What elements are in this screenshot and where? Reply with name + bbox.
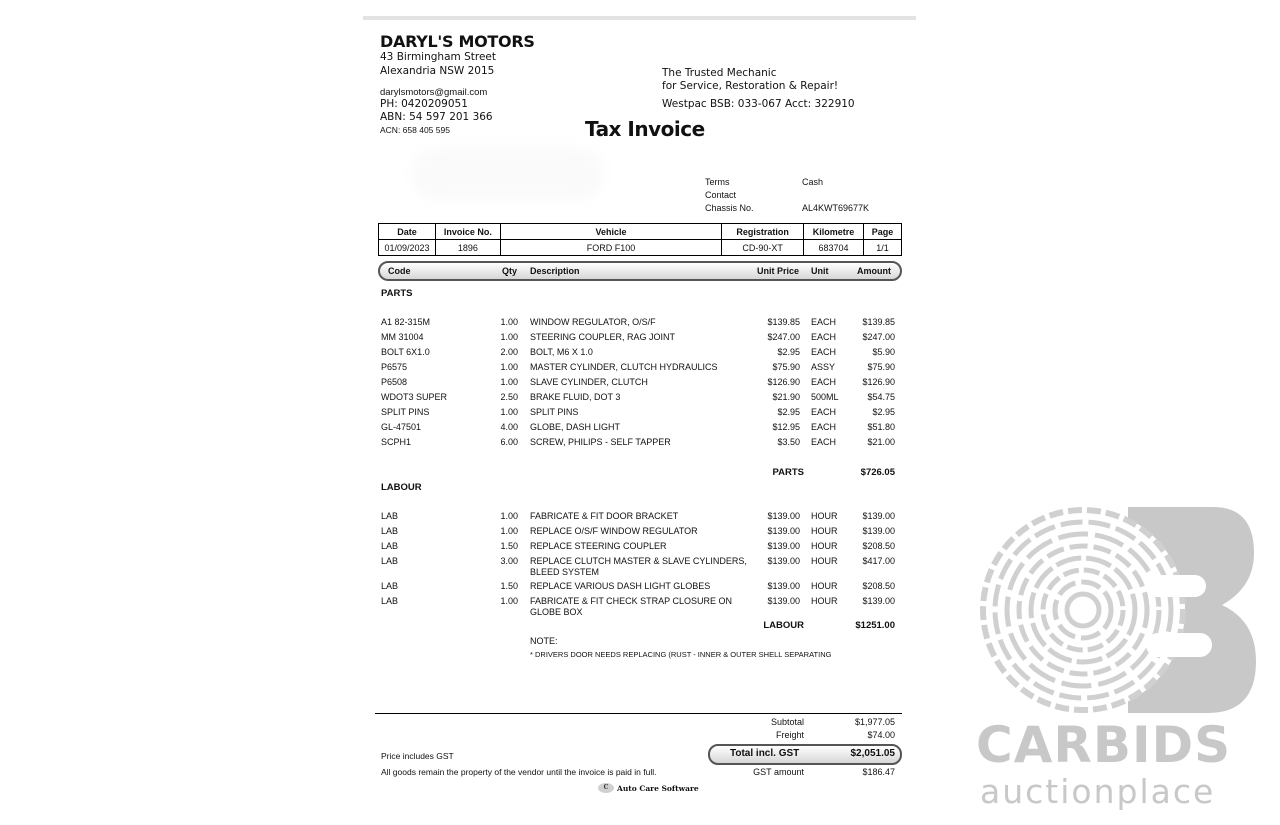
item-unit-price: $12.95 [772, 422, 800, 432]
page-title: Tax Invoice [585, 117, 705, 141]
bank-details: Westpac BSB: 033-067 Acct: 322910 [662, 98, 855, 110]
line-item [0, 377, 1280, 389]
company-address-1: 43 Birmingham Street [380, 51, 496, 63]
item-code: P6508 [381, 377, 408, 387]
col-header-amount: Amount [857, 266, 891, 276]
item-description: STEERING COUPLER, RAG JOINT [530, 332, 676, 342]
item-code: SCPH1 [381, 437, 412, 447]
gst-label: GST amount [753, 767, 804, 777]
info-header-kilometre: Kilometre [804, 224, 864, 240]
item-unit: EACH [811, 437, 837, 447]
item-code: P6575 [381, 362, 408, 372]
labour-heading: LABOUR [381, 482, 422, 493]
item-amount: $2.95 [872, 407, 895, 417]
redacted-customer-block [412, 148, 604, 200]
item-amount: $126.90 [862, 377, 895, 387]
item-qty: 6.00 [500, 437, 518, 447]
company-email: darylsmotors@gmail.com [380, 87, 488, 98]
note-text: * DRIVERS DOOR NEEDS REPLACING (RUST - INNER & OUTER SHELL SEPARATING [530, 650, 832, 659]
info-page: 1/1 [864, 240, 902, 256]
item-unit: 500ML [811, 392, 839, 402]
item-code: SPLIT PINS [381, 407, 430, 417]
item-code: LAB [381, 541, 399, 551]
item-qty: 1.00 [500, 407, 518, 417]
item-unit: EACH [811, 317, 837, 327]
total-label: Total incl. GST [730, 748, 800, 759]
item-amount: $139.00 [862, 526, 895, 536]
item-unit-price: $139.00 [767, 511, 800, 521]
item-code: LAB [381, 596, 399, 606]
item-qty: 4.00 [500, 422, 518, 432]
line-item [0, 317, 1280, 329]
line-item [0, 437, 1280, 449]
item-description: REPLACE STEERING COUPLER [530, 541, 667, 551]
item-code: LAB [381, 511, 399, 521]
freight-value: $74.00 [867, 730, 895, 740]
item-qty: 2.00 [500, 347, 518, 357]
tagline-2: for Service, Restoration & Repair! [662, 80, 839, 92]
labour-total-label: LABOUR [763, 620, 804, 631]
item-description: REPLACE CLUTCH MASTER & SLAVE CYLINDERS, BLEED SYSTEM [530, 556, 747, 577]
item-qty: 1.00 [500, 377, 518, 387]
terms-value: Cash [802, 177, 824, 187]
item-amount: $75.90 [867, 362, 895, 372]
item-qty: 1.50 [500, 541, 518, 551]
item-unit-price: $139.85 [767, 317, 800, 327]
company-phone: PH: 0420209051 [380, 98, 468, 110]
item-code: A1 82-315M [381, 317, 431, 327]
item-amount: $54.75 [867, 392, 895, 402]
software-name: Auto Care Software [617, 783, 699, 793]
info-header-date: Date [379, 224, 436, 240]
info-header-page: Page [864, 224, 902, 240]
item-code: WDOT3 SUPER [381, 392, 448, 402]
company-address-2: Alexandria NSW 2015 [380, 65, 495, 77]
item-description: REPLACE O/S/F WINDOW REGULATOR [530, 526, 698, 536]
line-item [0, 407, 1280, 419]
item-qty: 2.50 [500, 392, 518, 402]
col-header-unit: Unit [811, 266, 829, 276]
item-unit-price: $2.95 [777, 407, 800, 417]
item-code: MM 31004 [381, 332, 424, 342]
parts-total-value: $726.05 [860, 467, 895, 478]
item-qty: 1.00 [500, 596, 518, 606]
info-value-row [379, 240, 902, 256]
item-code: GL-47501 [381, 422, 422, 432]
item-unit-price: $139.00 [767, 596, 800, 606]
item-code: LAB [381, 556, 399, 566]
item-qty: 1.00 [500, 317, 518, 327]
item-unit: HOUR [811, 511, 838, 521]
line-item [0, 392, 1280, 404]
carbids-logo-icon [978, 505, 1258, 715]
item-unit-price: $139.00 [767, 581, 800, 591]
tagline-1: The Trusted Mechanic [662, 67, 777, 79]
item-description: SCREW, PHILIPS - SELF TAPPER [530, 437, 671, 447]
line-item [0, 362, 1280, 374]
item-code: BOLT 6X1.0 [381, 347, 430, 357]
item-amount: $247.00 [862, 332, 895, 342]
gst-value: $186.47 [862, 767, 895, 777]
info-registration: CD-90-XT [722, 240, 804, 256]
item-unit: EACH [811, 407, 837, 417]
software-logo-icon: C [598, 783, 614, 793]
item-unit-price: $247.00 [767, 332, 800, 342]
item-amount: $21.00 [867, 437, 895, 447]
page-top-rule [363, 16, 916, 20]
col-header-qty: Qty [502, 266, 518, 276]
item-description: BRAKE FLUID, DOT 3 [530, 392, 621, 402]
item-amount: $139.85 [862, 317, 895, 327]
software-credit [598, 783, 699, 793]
subtotal-value: $1,977.05 [854, 717, 895, 727]
item-unit: EACH [811, 332, 837, 342]
line-item [0, 332, 1280, 344]
item-amount: $139.00 [862, 596, 895, 606]
chassis-value: AL4KWT69677K [802, 203, 870, 213]
info-header-registration: Registration [722, 224, 804, 240]
info-date: 01/09/2023 [379, 240, 436, 256]
item-amount: $417.00 [862, 556, 895, 566]
item-unit: EACH [811, 377, 837, 387]
contact-label: Contact [705, 190, 737, 200]
item-description: MASTER CYLINDER, CLUTCH HYDRAULICS [530, 362, 718, 372]
item-unit-price: $3.50 [777, 437, 800, 447]
parts-heading: PARTS [381, 288, 413, 299]
info-invoice-no: 1896 [435, 240, 500, 256]
item-description: FABRICATE & FIT CHECK STRAP CLOSURE ON GLOBE BOX [530, 596, 733, 617]
company-name: DARYL'S MOTORS [380, 32, 535, 51]
item-qty: 1.00 [500, 526, 518, 536]
line-item [0, 347, 1280, 359]
company-abn: ABN: 54 597 201 366 [380, 111, 493, 123]
item-description: SLAVE CYLINDER, CLUTCH [530, 377, 648, 387]
col-header-description: Description [530, 266, 580, 276]
item-unit: HOUR [811, 596, 838, 606]
note-label: NOTE: [530, 636, 558, 646]
info-kilometre: 683704 [804, 240, 864, 256]
totals-divider [375, 713, 902, 714]
info-header-invoice: Invoice No. [435, 224, 500, 240]
item-amount: $208.50 [862, 581, 895, 591]
col-header-code: Code [388, 266, 411, 276]
item-unit-price: $2.95 [777, 347, 800, 357]
item-unit: HOUR [811, 581, 838, 591]
subtotal-label: Subtotal [770, 717, 804, 727]
chassis-label: Chassis No. [705, 203, 754, 213]
info-vehicle: FORD F100 [500, 240, 721, 256]
item-qty: 3.00 [500, 556, 518, 566]
item-qty: 1.50 [500, 581, 518, 591]
item-unit-price: $126.90 [767, 377, 800, 387]
item-code: LAB [381, 526, 399, 536]
item-description: BOLT, M6 X 1.0 [530, 347, 593, 357]
item-description: FABRICATE & FIT DOOR BRACKET [530, 511, 679, 521]
col-header-unit-price: Unit Price [757, 266, 800, 276]
item-unit-price: $21.90 [772, 392, 800, 402]
item-unit: HOUR [811, 541, 838, 551]
item-unit: HOUR [811, 556, 838, 566]
labour-total-value: $1251.00 [855, 620, 895, 631]
company-acn: ACN: 658 405 595 [380, 125, 450, 135]
info-header-row [379, 224, 902, 240]
parts-total-label: PARTS [772, 467, 804, 478]
item-description: REPLACE VARIOUS DASH LIGHT GLOBES [530, 581, 711, 591]
item-amount: $139.00 [862, 511, 895, 521]
item-unit: ASSY [811, 362, 836, 372]
item-description: GLOBE, DASH LIGHT [530, 422, 621, 432]
item-description: WINDOW REGULATOR, O/S/F [530, 317, 656, 327]
item-amount: $208.50 [862, 541, 895, 551]
info-header-vehicle: Vehicle [500, 224, 721, 240]
item-code: LAB [381, 581, 399, 591]
item-unit-price: $139.00 [767, 526, 800, 536]
item-amount: $51.80 [867, 422, 895, 432]
terms-label: Terms [705, 177, 730, 187]
item-qty: 1.00 [500, 511, 518, 521]
item-unit-price: $139.00 [767, 541, 800, 551]
item-qty: 1.00 [500, 362, 518, 372]
item-unit: EACH [811, 347, 837, 357]
item-amount: $5.90 [872, 347, 895, 357]
watermark-brand: CARBIDS [976, 716, 1232, 774]
item-unit: EACH [811, 422, 837, 432]
item-unit: HOUR [811, 526, 838, 536]
freight-label: Freight [775, 730, 804, 740]
line-item [0, 422, 1280, 434]
item-unit-price: $75.90 [772, 362, 800, 372]
property-note: All goods remain the property of the vendor until the invoice is paid in full. [381, 767, 657, 777]
watermark-sub: auctionplace [980, 772, 1216, 811]
gst-note: Price includes GST [381, 751, 454, 761]
item-unit-price: $139.00 [767, 556, 800, 566]
item-qty: 1.00 [500, 332, 518, 342]
invoice-info-table [378, 223, 902, 256]
item-description: SPLIT PINS [530, 407, 579, 417]
total-value: $2,051.05 [850, 748, 895, 759]
